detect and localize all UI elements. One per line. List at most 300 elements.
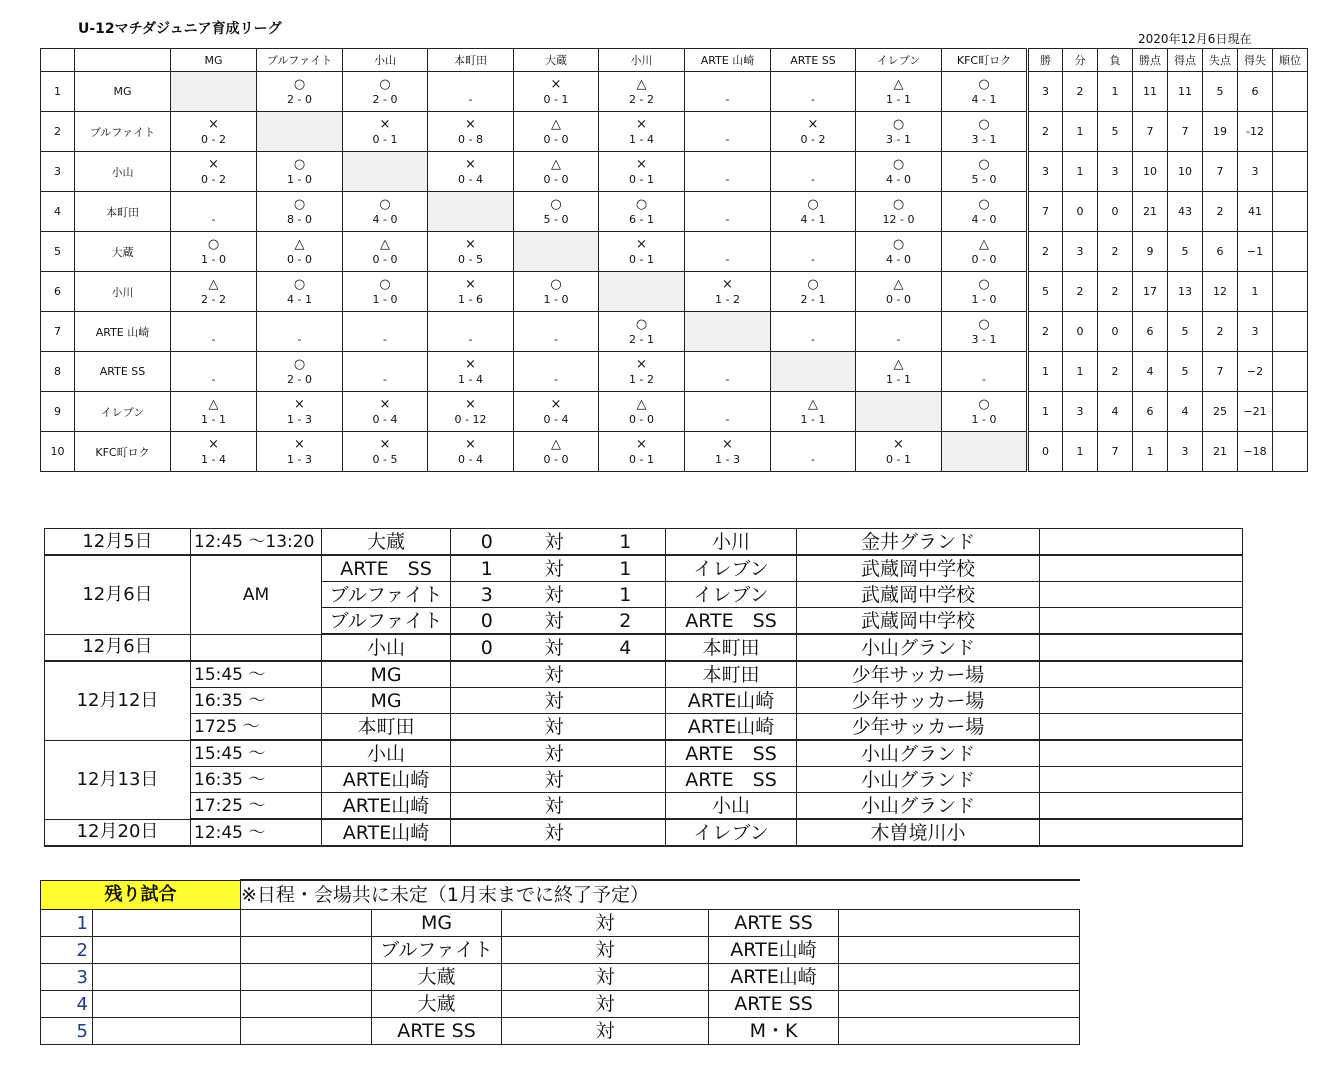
stat-draws: 2 <box>1063 72 1098 112</box>
result-symbol <box>685 394 770 412</box>
result-symbol: △ <box>636 396 647 412</box>
result-score: 0 - 5 <box>458 252 483 266</box>
result-score: 4 - 0 <box>886 172 911 186</box>
result-score: 1 - 2 <box>715 292 740 306</box>
result-score: 4 - 0 <box>372 212 398 226</box>
result-score: 4 - 1 <box>971 92 997 106</box>
result-symbol: △ <box>893 76 904 92</box>
result-symbol: ○ <box>978 116 990 132</box>
result-cell <box>171 352 257 392</box>
away-team: ARTE SS <box>709 910 839 937</box>
result-cell <box>171 232 257 272</box>
result-symbol: × <box>379 116 391 132</box>
result-score: 1 - 3 <box>715 452 740 466</box>
result-cell <box>343 72 428 112</box>
away-team: イレブン <box>666 555 797 582</box>
standings-header-cell: KFC町ロク <box>942 49 1028 72</box>
result-symbol: ○ <box>978 316 990 332</box>
result-score: 0 - 0 <box>971 252 997 266</box>
away-score: 4 <box>586 634 666 661</box>
away-team: ARTE SS <box>666 740 797 767</box>
standings-header-cell: 勝 <box>1028 49 1063 72</box>
remaining-number: 2 <box>41 937 93 964</box>
result-score: 2 - 0 <box>287 92 312 106</box>
remaining-row <box>41 964 1080 991</box>
result-score: 1 - 4 <box>458 372 483 386</box>
result-score: 1 - 6 <box>458 292 483 306</box>
versus: 対 <box>523 714 586 741</box>
stat-goals-against: 21 <box>1203 432 1238 472</box>
result-cell <box>514 192 599 232</box>
home-score: 0 <box>451 529 523 556</box>
versus: 対 <box>502 937 709 964</box>
result-cell <box>171 432 257 472</box>
result-symbol: ○ <box>978 276 990 292</box>
team-name: イレブン <box>75 392 171 432</box>
result-cell <box>942 232 1028 272</box>
result-symbol: × <box>465 436 476 452</box>
standings-header-cell: MG <box>171 49 257 72</box>
result-cell <box>428 72 514 112</box>
stat-goals-for: 5 <box>1168 312 1203 352</box>
away-team: 本町田 <box>666 634 797 661</box>
standings-row <box>41 312 1308 352</box>
result-score: - <box>982 372 986 386</box>
result-cell <box>771 352 856 392</box>
stat-goals-for: 11 <box>1168 72 1203 112</box>
home-score <box>451 661 523 688</box>
result-symbol: △ <box>551 116 561 132</box>
stat-wins: 1 <box>1028 352 1063 392</box>
versus: 対 <box>502 910 709 937</box>
venue: 少年サッカー場 <box>797 688 1040 714</box>
remaining-note: ※日程・会場共に未定（1月末までに終了予定） <box>241 880 1080 910</box>
empty-cell <box>93 964 241 991</box>
result-cell <box>599 192 685 232</box>
result-cell <box>771 272 856 312</box>
home-score <box>451 740 523 767</box>
result-cell <box>685 192 771 232</box>
result-symbol: × <box>550 396 562 412</box>
stat-wins: 5 <box>1028 272 1063 312</box>
stat-rank <box>1273 112 1308 152</box>
versus: 対 <box>502 964 709 991</box>
result-cell <box>685 392 771 432</box>
result-cell <box>685 152 771 192</box>
away-team: M・K <box>709 1018 839 1045</box>
result-cell <box>599 112 685 152</box>
result-cell <box>257 432 343 472</box>
result-score: 1 - 0 <box>971 412 997 426</box>
stat-goals-for: 5 <box>1168 352 1203 392</box>
empty-cell <box>839 964 1080 991</box>
result-symbol: × <box>208 436 219 452</box>
away-score <box>586 661 666 688</box>
standings-row <box>41 112 1308 152</box>
standings-header-cell: ARTE SS <box>771 49 856 72</box>
result-symbol <box>171 194 256 212</box>
standings-row <box>41 352 1308 392</box>
home-team: ARTE SS <box>372 1018 502 1045</box>
result-cell <box>771 232 856 272</box>
match-time <box>191 634 322 661</box>
result-cell <box>428 232 514 272</box>
result-symbol: × <box>465 156 476 172</box>
result-score: - <box>468 92 473 106</box>
result-cell <box>685 232 771 272</box>
result-cell <box>685 352 771 392</box>
away-team: ARTE SS <box>666 608 797 635</box>
stat-goals-against: 5 <box>1203 72 1238 112</box>
result-score: 0 - 1 <box>543 92 569 106</box>
result-score: - <box>468 332 473 346</box>
result-symbol: × <box>636 356 647 372</box>
result-symbol: ○ <box>978 396 990 412</box>
team-name: MG <box>75 72 171 112</box>
result-score: - <box>211 372 216 386</box>
stat-goal-diff: −2 <box>1238 352 1273 392</box>
stat-draws: 3 <box>1063 392 1098 432</box>
away-score <box>586 793 666 820</box>
result-cell <box>599 152 685 192</box>
result-cell <box>771 152 856 192</box>
team-name: 小山 <box>75 152 171 192</box>
stat-points: 11 <box>1133 72 1168 112</box>
versus: 対 <box>502 1018 709 1045</box>
result-cell <box>257 72 343 112</box>
notes-cell <box>1040 767 1243 793</box>
home-score: 0 <box>451 634 523 661</box>
result-score: 1 - 1 <box>886 372 911 386</box>
result-score: - <box>211 332 216 346</box>
result-symbol <box>771 74 855 92</box>
result-score: 1 - 0 <box>287 172 312 186</box>
stat-wins: 3 <box>1028 152 1063 192</box>
stat-points: 17 <box>1133 272 1168 312</box>
home-team: 本町田 <box>322 714 451 741</box>
result-cell <box>343 392 428 432</box>
standings-header-cell <box>41 49 75 72</box>
result-cell <box>514 392 599 432</box>
standings-header-cell: 負 <box>1098 49 1133 72</box>
result-cell <box>856 232 942 272</box>
stat-wins: 0 <box>1028 432 1063 472</box>
notes-cell <box>1040 661 1243 688</box>
away-score <box>586 714 666 741</box>
result-symbol: △ <box>551 436 561 452</box>
venue: 少年サッカー場 <box>797 714 1040 741</box>
result-cell <box>428 192 514 232</box>
stat-goals-against: 2 <box>1203 192 1238 232</box>
result-cell <box>343 152 428 192</box>
result-cell <box>343 232 428 272</box>
result-score: 0 - 8 <box>458 132 483 146</box>
standings-header-cell: 勝点 <box>1133 49 1168 72</box>
home-team: ARTE山崎 <box>322 767 451 793</box>
result-symbol: ○ <box>635 316 648 332</box>
result-cell <box>257 312 343 352</box>
result-score: 0 - 1 <box>886 452 911 466</box>
result-score: - <box>297 332 302 346</box>
result-score: 0 - 0 <box>543 452 569 466</box>
row-number: 3 <box>41 152 75 192</box>
notes-cell <box>1040 608 1243 635</box>
row-number: 8 <box>41 352 75 392</box>
result-cell <box>856 312 942 352</box>
result-score: - <box>725 172 730 186</box>
notes-cell <box>1040 529 1243 556</box>
stat-goals-for: 7 <box>1168 112 1203 152</box>
stat-goal-diff: 3 <box>1238 312 1273 352</box>
stat-goal-diff: −18 <box>1238 432 1273 472</box>
result-symbol <box>514 314 598 332</box>
result-symbol <box>685 194 770 212</box>
result-score: - <box>725 212 730 226</box>
away-score: 1 <box>586 555 666 582</box>
result-score: 0 - 0 <box>629 412 654 426</box>
result-cell <box>856 72 942 112</box>
result-score: - <box>383 332 387 346</box>
notes-cell <box>1040 634 1243 661</box>
stat-draws: 1 <box>1063 152 1098 192</box>
empty-cell <box>241 1018 372 1045</box>
result-symbol: ○ <box>207 236 220 252</box>
result-score: 0 - 0 <box>372 252 398 266</box>
result-score: 0 - 12 <box>454 412 487 426</box>
result-symbol <box>171 314 256 332</box>
row-number: 6 <box>41 272 75 312</box>
result-cell <box>856 152 942 192</box>
standings-row <box>41 392 1308 432</box>
away-team: ARTE山崎 <box>709 964 839 991</box>
stat-losses: 2 <box>1098 352 1133 392</box>
result-cell <box>599 432 685 472</box>
result-score: - <box>725 132 730 146</box>
empty-cell <box>241 991 372 1018</box>
standings-row <box>41 192 1308 232</box>
versus: 対 <box>523 793 586 820</box>
notes-cell <box>1040 555 1243 582</box>
stat-goals-for: 43 <box>1168 192 1203 232</box>
result-score: 4 - 1 <box>800 212 826 226</box>
home-score: 1 <box>451 555 523 582</box>
result-score: 4 - 1 <box>287 292 312 306</box>
result-score: 0 - 0 <box>543 132 569 146</box>
result-symbol: × <box>893 436 904 452</box>
empty-cell <box>839 910 1080 937</box>
result-symbol: ○ <box>293 156 306 172</box>
result-cell <box>343 112 428 152</box>
result-symbol: ○ <box>635 196 648 212</box>
stat-goals-against: 6 <box>1203 232 1238 272</box>
home-score <box>451 688 523 714</box>
away-score: 1 <box>586 582 666 608</box>
away-team: イレブン <box>666 819 797 846</box>
stat-rank <box>1273 272 1308 312</box>
team-name: ARTE SS <box>75 352 171 392</box>
away-score <box>586 767 666 793</box>
team-name: 本町田 <box>75 192 171 232</box>
result-score: 4 - 0 <box>886 252 911 266</box>
result-cell <box>771 312 856 352</box>
result-symbol: ○ <box>379 76 391 92</box>
match-time: 16:35 〜 <box>191 767 322 793</box>
result-score: 0 - 1 <box>629 452 654 466</box>
home-team: 大蔵 <box>372 964 502 991</box>
schedule-row <box>45 819 1243 846</box>
venue: 武蔵岡中学校 <box>797 555 1040 582</box>
notes-cell <box>1040 688 1243 714</box>
standings-header-cell: 得失 <box>1238 49 1273 72</box>
result-cell <box>171 152 257 192</box>
standings-header-cell: 小川 <box>599 49 685 72</box>
result-symbol: ○ <box>379 276 391 292</box>
result-symbol: × <box>465 276 476 292</box>
result-score: - <box>811 252 815 266</box>
result-symbol: ○ <box>892 116 905 132</box>
standings-header-cell <box>75 49 171 72</box>
result-symbol: △ <box>380 236 390 252</box>
remaining-matches-table <box>40 879 1080 1045</box>
stat-goals-for: 4 <box>1168 392 1203 432</box>
result-symbol: × <box>636 236 647 252</box>
versus: 対 <box>523 608 586 635</box>
stat-goal-diff: 3 <box>1238 152 1273 192</box>
result-symbol <box>514 354 598 372</box>
result-symbol <box>771 434 855 452</box>
schedule-row <box>45 529 1243 556</box>
stat-points: 10 <box>1133 152 1168 192</box>
match-date: 12月13日 <box>45 740 191 819</box>
result-symbol <box>685 114 770 132</box>
result-cell <box>942 72 1028 112</box>
result-symbol: × <box>379 396 391 412</box>
result-score: 6 - 1 <box>629 212 654 226</box>
venue: 武蔵岡中学校 <box>797 608 1040 635</box>
result-cell <box>942 112 1028 152</box>
versus: 対 <box>523 634 586 661</box>
result-cell <box>257 272 343 312</box>
standings-header-cell: 順位 <box>1273 49 1308 72</box>
standings-header-cell: ブルファイト <box>257 49 343 72</box>
result-cell <box>856 192 942 232</box>
result-cell <box>685 272 771 312</box>
result-symbol: △ <box>208 396 219 412</box>
standings-header-cell: ARTE 山崎 <box>685 49 771 72</box>
result-score: 8 - 0 <box>287 212 312 226</box>
result-score: 2 - 1 <box>629 332 654 346</box>
home-team: 小山 <box>322 740 451 767</box>
stat-goals-against: 12 <box>1203 272 1238 312</box>
stat-goals-for: 13 <box>1168 272 1203 312</box>
result-score: - <box>811 92 815 106</box>
result-symbol: △ <box>893 276 904 292</box>
stat-goals-for: 5 <box>1168 232 1203 272</box>
result-cell <box>856 352 942 392</box>
result-symbol <box>343 354 427 372</box>
stat-points: 9 <box>1133 232 1168 272</box>
stat-losses: 1 <box>1098 72 1133 112</box>
versus: 対 <box>523 819 586 846</box>
home-score <box>451 767 523 793</box>
result-score: 5 - 0 <box>543 212 569 226</box>
result-cell <box>257 352 343 392</box>
result-cell <box>514 232 599 272</box>
remaining-header-row <box>41 880 1080 910</box>
schedule-row <box>45 688 1243 714</box>
result-score: 1 - 4 <box>629 132 654 146</box>
standings-row <box>41 232 1308 272</box>
result-symbol: × <box>294 436 305 452</box>
stat-points: 6 <box>1133 392 1168 432</box>
notes-cell <box>1040 582 1243 608</box>
result-cell <box>343 312 428 352</box>
stat-draws: 1 <box>1063 112 1098 152</box>
team-name: ARTE 山崎 <box>75 312 171 352</box>
result-cell <box>514 72 599 112</box>
versus: 対 <box>523 688 586 714</box>
away-team: ARTE山崎 <box>666 688 797 714</box>
result-score: 3 - 1 <box>971 332 997 346</box>
team-name: 大蔵 <box>75 232 171 272</box>
stat-rank <box>1273 232 1308 272</box>
match-time: 16:35 〜 <box>191 688 322 714</box>
result-symbol: × <box>465 236 476 252</box>
stat-rank <box>1273 432 1308 472</box>
away-team: ARTE山崎 <box>709 937 839 964</box>
result-score: 0 - 5 <box>372 452 398 466</box>
result-symbol: ○ <box>978 196 990 212</box>
result-symbol: ○ <box>379 196 391 212</box>
team-name: 小川 <box>75 272 171 312</box>
result-score: - <box>554 372 558 386</box>
result-symbol: × <box>722 276 733 292</box>
result-symbol: △ <box>551 156 561 172</box>
row-number: 7 <box>41 312 75 352</box>
result-symbol: △ <box>979 236 989 252</box>
schedule-row <box>45 714 1243 741</box>
schedule-row <box>45 767 1243 793</box>
result-symbol <box>428 74 513 92</box>
result-score: 0 - 0 <box>543 172 569 186</box>
result-symbol: ○ <box>978 156 990 172</box>
result-symbol <box>685 234 770 252</box>
result-cell <box>942 312 1028 352</box>
result-symbol <box>771 154 855 172</box>
result-score: 1 - 3 <box>287 412 312 426</box>
home-team: 小山 <box>322 634 451 661</box>
team-name: KFC町ロク <box>75 432 171 472</box>
result-cell <box>257 232 343 272</box>
empty-cell <box>93 991 241 1018</box>
row-number: 2 <box>41 112 75 152</box>
result-cell <box>856 432 942 472</box>
result-symbol: ○ <box>293 276 306 292</box>
result-cell <box>942 272 1028 312</box>
result-cell <box>257 152 343 192</box>
home-team: ブルファイト <box>372 937 502 964</box>
result-symbol: ○ <box>978 76 990 92</box>
away-team: ARTE山崎 <box>666 714 797 741</box>
away-team: 小川 <box>666 529 797 556</box>
home-team: ブルファイト <box>322 608 451 635</box>
stat-points: 6 <box>1133 312 1168 352</box>
remaining-number: 3 <box>41 964 93 991</box>
result-cell <box>942 392 1028 432</box>
stat-goal-diff: -12 <box>1238 112 1273 152</box>
result-score: 2 - 2 <box>629 92 654 106</box>
home-team: ARTE SS <box>322 555 451 582</box>
